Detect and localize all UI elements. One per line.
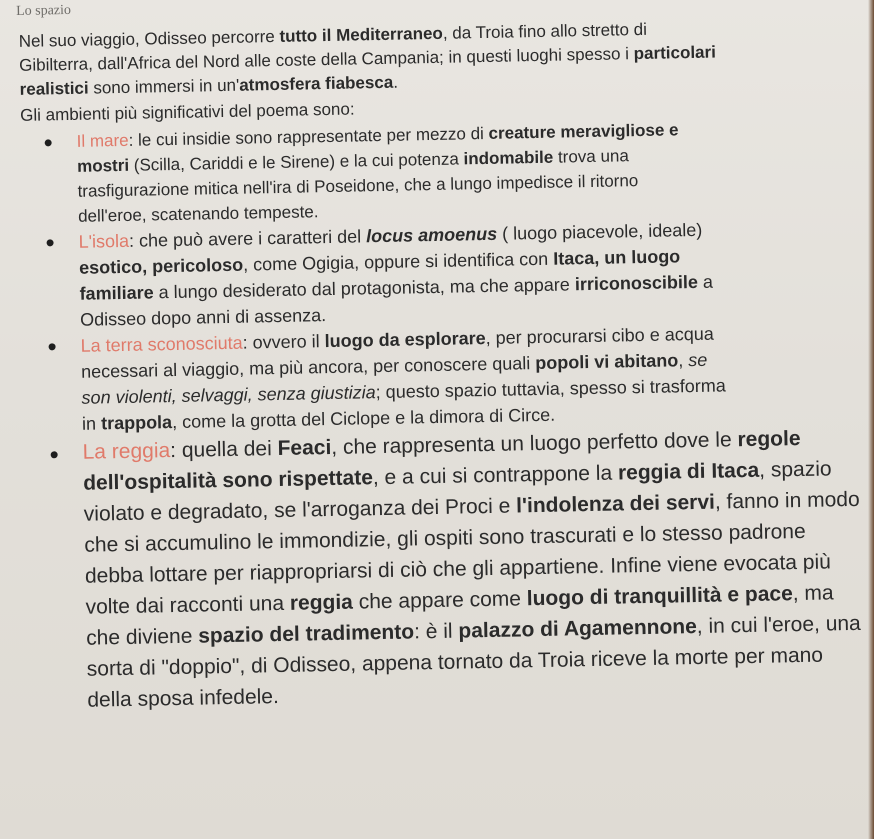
env-label: La reggia xyxy=(82,439,171,464)
env-label: Il mare xyxy=(76,130,129,151)
env-label: L'isola xyxy=(78,230,130,252)
env-text: , xyxy=(678,350,689,371)
env-bold: creature meravigliose e mostri xyxy=(76,120,679,176)
list-item-text xyxy=(76,117,698,229)
intro-text: Nel suo viaggio, Odisseo percorre xyxy=(18,26,280,51)
env-text: : è il xyxy=(413,619,459,644)
env-text: ( luogo piacevole, ideale) xyxy=(496,219,703,244)
env-text: a lungo desiderato dal protagonista, ma che appare xyxy=(153,274,576,303)
env-bold: reggia xyxy=(289,590,354,615)
env-italic: locus amoenus xyxy=(365,223,498,247)
env-text: , in cui l'eroe, una sorta di "doppio", di Odisseo, appena tornato da Troia riceve la morte per mano della sposa infedele. xyxy=(86,611,861,712)
env-bold: popoli vi abitano xyxy=(535,350,679,374)
env-bold: Itaca, un luogo familiare xyxy=(79,246,681,304)
env-text: a Odisseo dopo anni di assenza. xyxy=(79,271,714,330)
env-bold: irriconoscibile xyxy=(574,271,699,295)
env-text: , che rappresenta un luogo perfetto dove le xyxy=(331,428,738,459)
intro-paragraph xyxy=(18,16,719,101)
env-text: , ma che diviene xyxy=(85,581,834,650)
list-item-reggia xyxy=(22,422,867,717)
textbook-page xyxy=(14,0,874,717)
list-item-text xyxy=(82,422,867,716)
list-item-terra xyxy=(20,320,742,438)
env-italic: se son violenti, selvaggi, senza giustizia xyxy=(81,349,708,408)
env-text: ; questo spazio tuttavia, spesso si trasforma in xyxy=(81,375,726,434)
intro-text: sono immersi in un' xyxy=(88,75,240,98)
env-text: : che può avere i caratteri del xyxy=(128,226,367,251)
env-bold: luogo da esplorare xyxy=(324,328,486,352)
env-text: : ovvero il xyxy=(242,331,325,353)
env-bold: esotico, pericoloso xyxy=(78,254,244,278)
env-text: : le cui insidie sono rappresentate per mezzo di xyxy=(128,123,489,150)
env-text: (Scilla, Cariddi e le Sirene) e la cui potenza xyxy=(128,149,464,175)
env-text: che appare come xyxy=(352,587,527,614)
env-bold: luogo di tranquillità e pace xyxy=(526,582,793,611)
bullet-icon xyxy=(47,239,54,246)
env-text: , e a cui si contrappone la xyxy=(372,461,619,490)
intro-bold-atmosfera: atmosfera fiabesca xyxy=(239,72,394,95)
list-item-mare xyxy=(16,117,698,230)
env-label: La terra sconosciuta xyxy=(80,332,243,356)
env-bold: reggia di Itaca xyxy=(617,458,760,485)
intro-bold-mediterraneo: tutto il Mediterraneo xyxy=(279,23,444,46)
env-text: , fanno in modo che si accumulino le immondizie, gli ospiti sono trascurati e lo stesso padrone debba lottare per riappropriarsi di ciò che gli appartiene. Infine viene evocata più volte dai racconti una xyxy=(84,487,860,619)
env-text: , per procurarsi cibo e acqua necessari al viaggio, ma più ancora, per conoscere quali xyxy=(80,323,714,382)
list-item-text xyxy=(80,320,742,437)
bullet-icon xyxy=(45,139,52,146)
intro-text: . xyxy=(393,72,399,92)
env-bold: trappola xyxy=(100,412,173,434)
bullet-icon xyxy=(49,343,56,350)
env-bold: Feaci xyxy=(277,435,332,461)
environments-list xyxy=(16,114,873,717)
list-lead: Gli ambienti più significativi del poema sono: xyxy=(19,99,355,125)
intro-text: , da Troia fino allo stretto di Gibilterra, dall'Africa del Nord alle coste della Campania; in questi luoghi spesso i xyxy=(18,19,648,75)
env-text: , spazio violato e degradato, se l'arroganza dei Proci e xyxy=(83,457,832,526)
bullet-icon xyxy=(51,451,58,458)
env-bold: regole dell'ospitalità sono rispettate xyxy=(82,426,801,495)
page-edge-shadow xyxy=(868,0,874,839)
env-text: trova una trasfigurazione mitica nell'ira di Poseidone, che a lungo impedisce il ritorno dell'eroe, scatenando tempeste. xyxy=(77,146,639,226)
section-title: Lo spazio xyxy=(15,2,72,19)
env-text: , come la grotta del Ciclope e la dimora di Circe. xyxy=(171,404,556,433)
env-bold: l'indolenza dei servi xyxy=(515,490,716,518)
env-bold: spazio del tradimento xyxy=(198,620,415,648)
env-text: , come Ogigia, oppure si identifica con xyxy=(242,248,554,275)
env-bold: palazzo di Agamennone xyxy=(458,615,698,643)
list-item-isola xyxy=(18,216,740,334)
intro-bold-particolari: particolari realistici xyxy=(19,42,717,99)
env-bold: indomabile xyxy=(463,147,554,169)
env-text: : quella dei xyxy=(169,437,278,463)
list-item-text xyxy=(78,216,740,333)
